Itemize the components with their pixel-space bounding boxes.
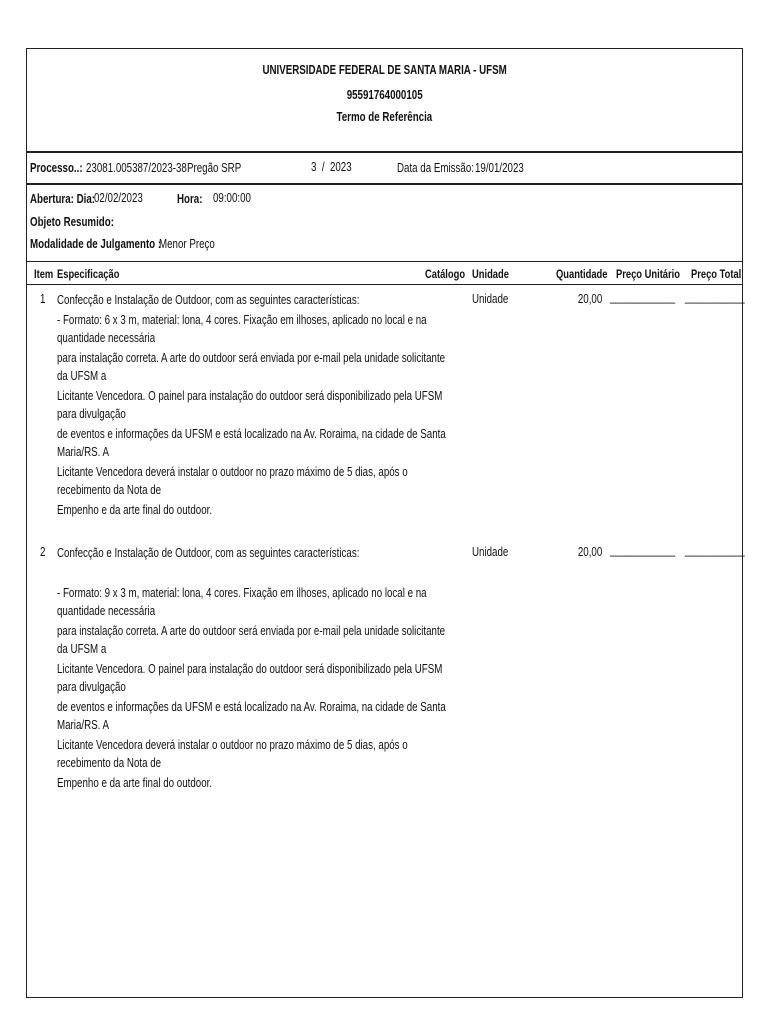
col-catalog: Catálogo	[425, 267, 466, 281]
item-total-price: ___________	[685, 543, 745, 557]
col-total-price: Preço Total	[691, 267, 742, 281]
emission-date: 19/01/2023	[475, 161, 524, 175]
description-line: da UFSM a	[57, 642, 107, 656]
cnpj-number: 95591764000105	[346, 88, 423, 102]
item-total-price: ___________	[685, 290, 745, 304]
description-line: Empenho e da arte final do outdoor.	[57, 503, 213, 517]
table-header	[27, 261, 742, 285]
process-info-bar	[27, 153, 742, 185]
object-label: Objeto Resumido:	[30, 215, 114, 229]
col-unit: Unidade	[472, 267, 509, 281]
process-number: 23081.005387/2023-38	[86, 161, 187, 175]
item-number: 2	[40, 545, 46, 559]
item-quantity: 20,00	[577, 545, 602, 559]
description-line: - Formato: 9 x 3 m, material: lona, 4 cores. Fixação em ilhoses, aplicado no local e na	[57, 586, 427, 600]
description-line: - Formato: 6 x 3 m, material: lona, 4 cores. Fixação em ilhoses, aplicado no local e na	[57, 313, 427, 327]
judgment-value: Menor Preço	[159, 237, 215, 251]
process-label: Processo..:	[30, 161, 83, 175]
process-modality: Pregão SRP	[187, 161, 242, 175]
description-line: para instalação correta. A arte do outdoor será enviada por e-mail pela unidade solicitante	[57, 351, 446, 365]
description-line: Licitante Vencedora. O painel para instalação do outdoor será disponibilizado pela UFSM	[57, 662, 443, 676]
description-line: Empenho e da arte final do outdoor.	[57, 776, 213, 790]
description-line: Confecção e Instalação de Outdoor, com as seguintes características:	[57, 546, 360, 560]
emission-label: Data da Emissão:	[397, 161, 474, 175]
item-unit: Unidade	[472, 292, 509, 306]
description-line: recebimento da Nota de	[57, 483, 162, 497]
col-specification: Especificação	[57, 267, 120, 281]
col-quantity: Quantidade	[556, 267, 608, 281]
description-line: de eventos e informações da UFSM e está localizado na Av. Roraima, na cidade de Santa	[57, 700, 446, 714]
item-unit-price: ____________	[610, 290, 676, 304]
judgment-label: Modalidade de Julgamento :	[30, 237, 162, 251]
description-line: Confecção e Instalação de Outdoor, com as seguintes características:	[57, 293, 360, 307]
description-line: para divulgação	[57, 680, 126, 694]
description-line: de eventos e informações da UFSM e está localizado na Av. Roraima, na cidade de Santa	[57, 427, 446, 441]
description-line: recebimento da Nota de	[57, 756, 162, 770]
opening-hour: 09:00:00	[213, 191, 251, 205]
description-line: quantidade necessária	[57, 604, 156, 618]
opening-label: Abertura: Dia:	[30, 192, 96, 206]
col-unit-price: Preço Unitário	[616, 267, 680, 281]
opening-date: 02/02/2023	[94, 191, 143, 205]
description-line: Licitante Vencedora. O painel para instalação do outdoor será disponibilizado pela UFSM	[57, 389, 443, 403]
document-page	[26, 48, 743, 998]
description-line: Maria/RS. A	[57, 718, 110, 732]
edital-number: 3 / 2023	[311, 160, 352, 174]
hour-label: Hora:	[177, 192, 203, 206]
document-header	[27, 49, 742, 153]
item-number: 1	[40, 292, 46, 306]
institution-name: UNIVERSIDADE FEDERAL DE SANTA MARIA - UFSM	[262, 63, 507, 77]
description-line: Licitante Vencedora deverá instalar o outdoor no prazo máximo de 5 dias, após o	[57, 465, 408, 479]
col-item: Item	[34, 267, 54, 281]
description-line: da UFSM a	[57, 369, 107, 383]
item-quantity: 20,00	[577, 292, 602, 306]
item-unit: Unidade	[472, 545, 509, 559]
description-line: Licitante Vencedora deverá instalar o outdoor no prazo máximo de 5 dias, após o	[57, 738, 408, 752]
description-line: para instalação correta. A arte do outdoor será enviada por e-mail pela unidade solicitante	[57, 624, 446, 638]
description-line: quantidade necessária	[57, 331, 156, 345]
description-line: para divulgação	[57, 407, 126, 421]
document-title: Termo de Referência	[336, 110, 433, 124]
description-line: Maria/RS. A	[57, 445, 110, 459]
item-unit-price: ____________	[610, 543, 676, 557]
